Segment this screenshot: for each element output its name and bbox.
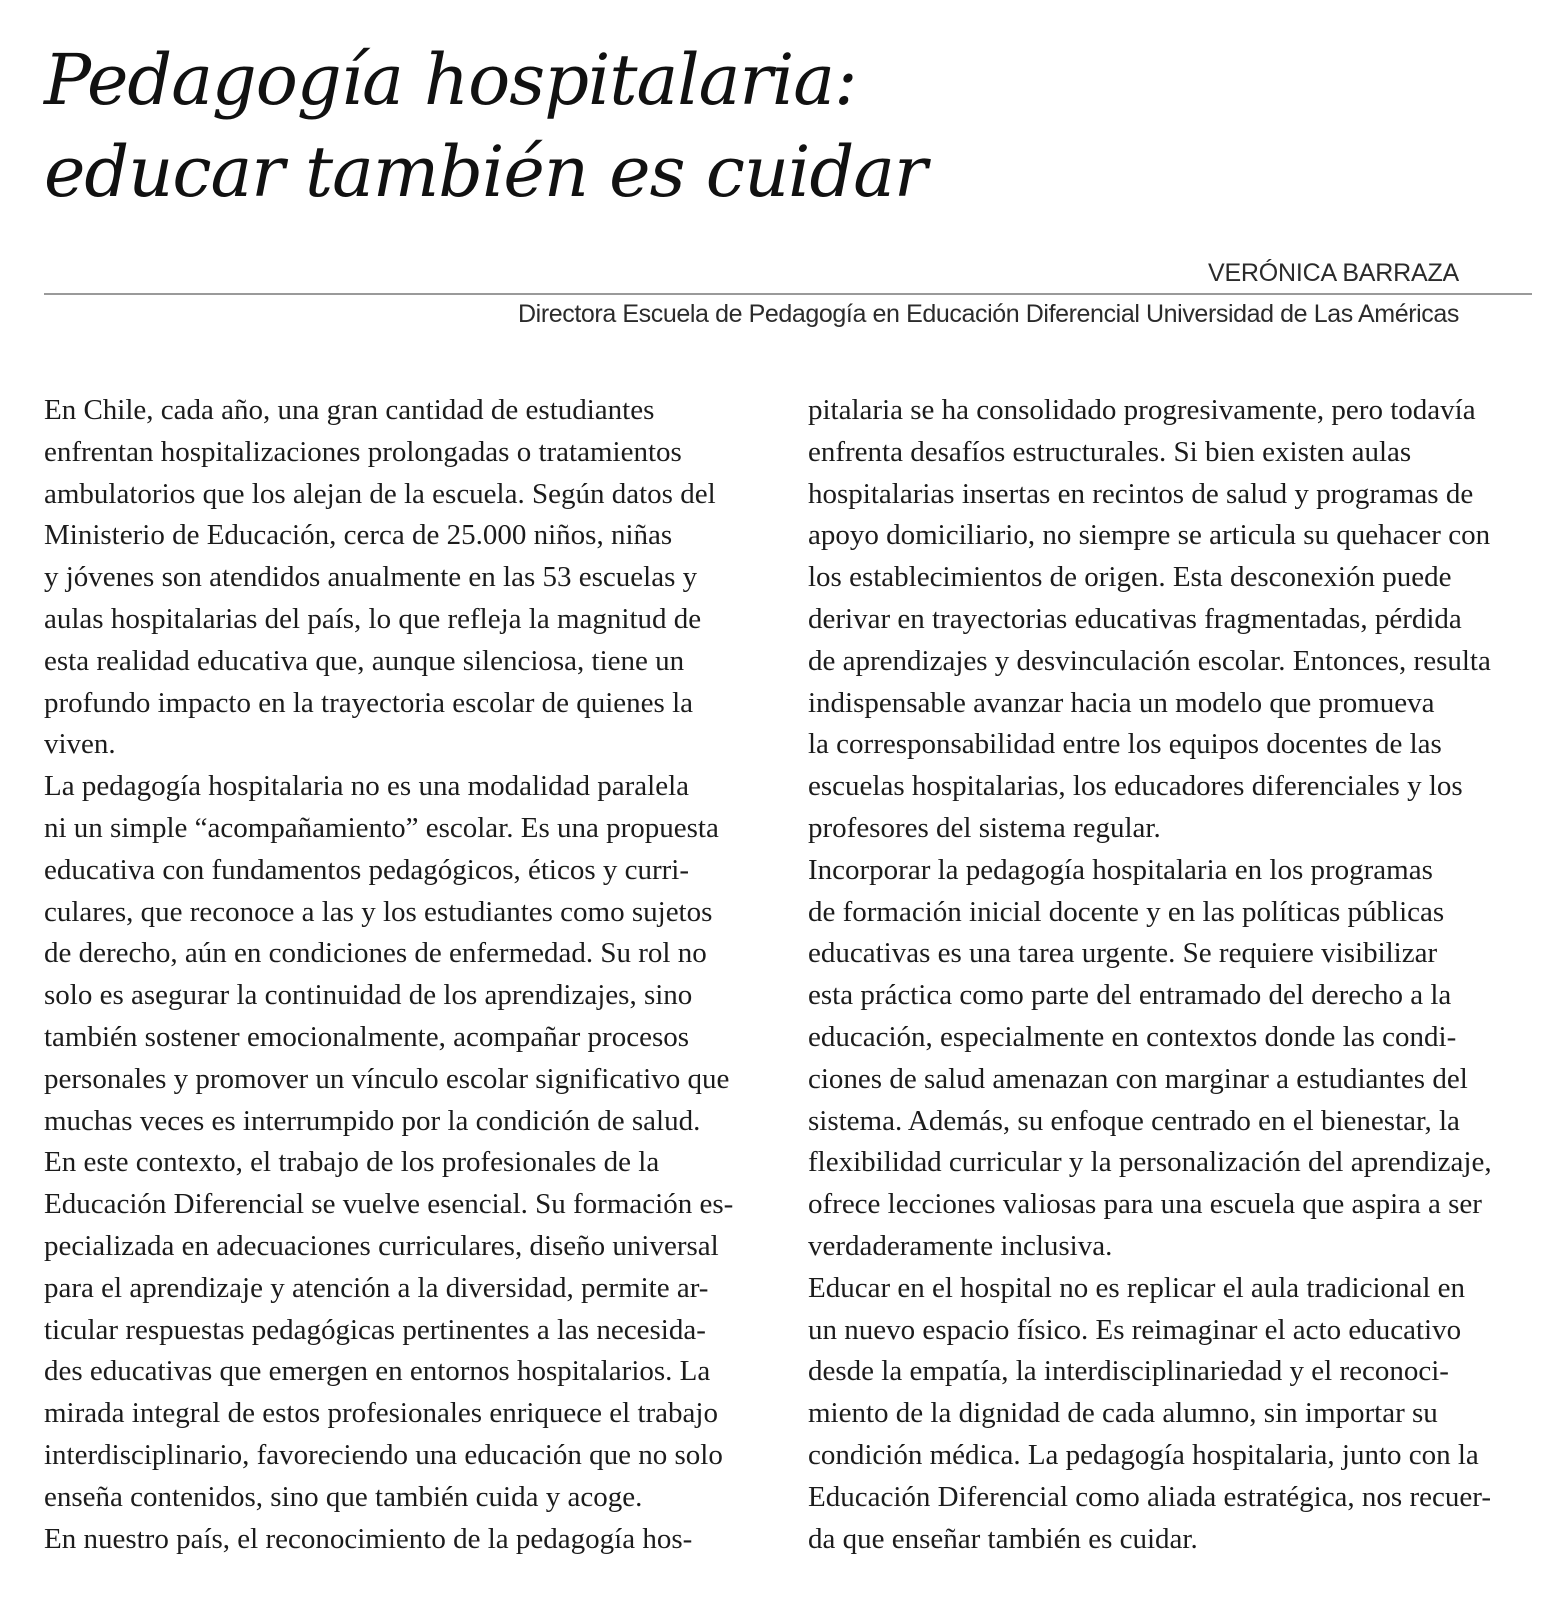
- text-line: de aprendizajes y desvinculación escolar. Entonces, resulta: [808, 644, 1491, 677]
- text-line: ni un simple “acompañamiento” escolar. Es una propuesta: [44, 811, 719, 844]
- article-title-line-1: Pedagogía hospitalaria:: [44, 39, 857, 121]
- text-line: los establecimientos de origen. Esta desconexión puede: [808, 561, 1452, 594]
- text-line: indispensable avanzar hacia un modelo que promueva: [808, 686, 1435, 719]
- text-line: para el aprendizaje y atención a la diversidad, permite ar-: [44, 1271, 709, 1304]
- text-line: aulas hospitalarias del país, lo que refleja la magnitud de: [44, 602, 702, 635]
- text-line: La pedagogía hospitalaria no es una modalidad paralela: [44, 770, 689, 803]
- text-line: enfrenta desafíos estructurales. Si bien existen aulas: [808, 435, 1412, 468]
- text-line: Incorporar la pedagogía hospitalaria en los programas: [808, 853, 1433, 886]
- text-line: viven.: [44, 728, 116, 761]
- article-title-line-2: educar también es cuidar: [44, 131, 927, 213]
- text-line: educativas es una tarea urgente. Se requiere visibilizar: [808, 937, 1438, 970]
- author-role: Directora Escuela de Pedagogía en Educación Diferencial Universidad de Las Américas: [518, 300, 1459, 328]
- text-line: Educar en el hospital no es replicar el aula tradicional en: [808, 1271, 1466, 1304]
- text-line: miento de la dignidad de cada alumno, sin importar su: [808, 1397, 1438, 1430]
- text-line: enseña contenidos, sino que también cuida y acoge.: [44, 1480, 643, 1513]
- author-name: VERÓNICA BARRAZA: [1207, 259, 1459, 287]
- article-column-left: [44, 390, 764, 1560]
- text-line: Educación Diferencial como aliada estratégica, nos recuer-: [808, 1480, 1491, 1513]
- text-line: profesores del sistema regular.: [808, 811, 1161, 844]
- text-line: de derecho, aún en condiciones de enfermedad. Su rol no: [44, 937, 707, 970]
- text-line: hospitalarias insertas en recintos de salud y programas de: [808, 477, 1474, 510]
- text-line: culares, que reconoce a las y los estudiantes como sujetos: [44, 895, 713, 928]
- text-line: la corresponsabilidad entre los equipos docentes de las: [808, 728, 1442, 761]
- byline-divider: [44, 293, 1532, 295]
- text-line: apoyo domiciliario, no siempre se articula su quehacer con: [808, 519, 1491, 552]
- text-line: educativa con fundamentos pedagógicos, éticos y curri-: [44, 853, 690, 886]
- text-line: da que enseñar también es cuidar.: [808, 1522, 1198, 1555]
- text-line: Educación Diferencial se vuelve esencial. Su formación es-: [44, 1188, 734, 1221]
- text-line: muchas veces es interrumpido por la condición de salud.: [44, 1104, 701, 1137]
- text-line: Ministerio de Educación, cerca de 25.000 niños, niñas: [44, 519, 673, 552]
- text-line: interdisciplinario, favoreciendo una educación que no solo: [44, 1438, 723, 1471]
- text-line: solo es asegurar la continuidad de los aprendizajes, sino: [44, 979, 693, 1012]
- text-line: ofrece lecciones valiosas para una escuela que aspira a ser: [808, 1188, 1482, 1221]
- text-line: flexibilidad curricular y la personalización del aprendizaje,: [808, 1146, 1492, 1179]
- text-line: ticular respuestas pedagógicas pertinentes a las necesida-: [44, 1313, 706, 1346]
- text-line: sistema. Además, su enfoque centrado en el bienestar, la: [808, 1104, 1460, 1137]
- text-line: y jóvenes son atendidos anualmente en las 53 escuelas y: [44, 561, 698, 594]
- text-line: educación, especialmente en contextos donde las condi-: [808, 1020, 1457, 1053]
- text-line: derivar en trayectorias educativas fragmentadas, pérdida: [808, 602, 1462, 635]
- text-line: En Chile, cada año, una gran cantidad de estudiantes: [44, 394, 655, 426]
- text-line: esta realidad educativa que, aunque silenciosa, tiene un: [44, 644, 685, 677]
- text-line: des educativas que emergen en entornos hospitalarios. La: [44, 1355, 711, 1388]
- text-line: ambulatorios que los alejan de la escuela. Según datos del: [44, 477, 716, 510]
- text-line: En este contexto, el trabajo de los profesionales de la: [44, 1146, 660, 1179]
- text-line: esta práctica como parte del entramado del derecho a la: [808, 979, 1452, 1012]
- text-line: verdaderamente inclusiva.: [808, 1229, 1113, 1262]
- text-line: condición médica. La pedagogía hospitalaria, junto con la: [808, 1438, 1479, 1471]
- text-line: desde la empatía, la interdisciplinariedad y el reconoci-: [808, 1355, 1449, 1388]
- text-line: En nuestro país, el reconocimiento de la pedagogía hos-: [44, 1522, 693, 1555]
- text-line: de formación inicial docente y en las políticas públicas: [808, 895, 1445, 928]
- text-line: ciones de salud amenazan con marginar a estudiantes del: [808, 1062, 1468, 1095]
- text-line: pecializada en adecuaciones curriculares, diseño universal: [44, 1229, 719, 1262]
- article-title: [44, 34, 926, 218]
- text-line: pitalaria se ha consolidado progresivamente, pero todavía: [808, 394, 1476, 426]
- text-line: profundo impacto en la trayectoria escolar de quienes la: [44, 686, 694, 719]
- text-line: personales y promover un vínculo escolar significativo que: [44, 1062, 730, 1095]
- text-line: un nuevo espacio físico. Es reimaginar el acto educativo: [808, 1313, 1462, 1346]
- text-line: enfrentan hospitalizaciones prolongadas o tratamientos: [44, 435, 682, 468]
- article-column-right: [808, 390, 1528, 1560]
- text-line: también sostener emocionalmente, acompañar procesos: [44, 1020, 690, 1053]
- text-line: mirada integral de estos profesionales enriquece el trabajo: [44, 1397, 718, 1430]
- text-line: escuelas hospitalarias, los educadores diferenciales y los: [808, 770, 1463, 803]
